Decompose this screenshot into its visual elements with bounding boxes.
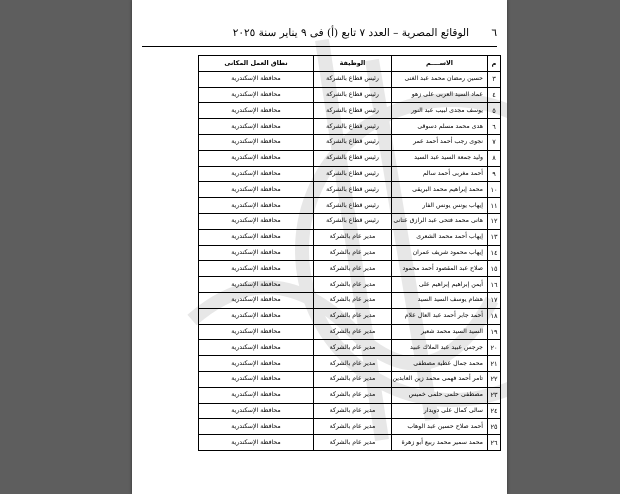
work-scope-cell: محافظة الإسكندرية (199, 371, 314, 387)
column-header-number: م (488, 56, 501, 72)
person-name-cell: هشام يوسف السيد السيد (392, 292, 488, 308)
person-name-cell: محمد إبراهيم محمد البريقى (392, 182, 488, 198)
job-title-cell: مدير عام بالشركة (314, 261, 392, 277)
job-title-cell: رئيس قطاع بالشركة (314, 119, 392, 135)
person-name-cell: عماد السيد العربى على زهو (392, 87, 488, 103)
job-title-cell: رئيس قطاع بالشركة (314, 150, 392, 166)
job-title-cell: رئيس قطاع بالشركة (314, 134, 392, 150)
column-header-scope: نطاق العمل المكانى (199, 56, 314, 72)
person-name-cell: سالى كمال على دويدار (392, 403, 488, 419)
person-name-cell: أيمن إبراهيم إبراهيم على (392, 277, 488, 293)
column-header-job: الوظيفة (314, 56, 392, 72)
row-number-cell: ٢٦ (488, 435, 501, 451)
job-title-cell: مدير عام بالشركة (314, 419, 392, 435)
person-name-cell: محمد سمير محمد ربيع أبو زهرة (392, 435, 488, 451)
work-scope-cell: محافظة الإسكندرية (199, 340, 314, 356)
gazette-title: الوقائع المصرية – العدد ٧ تابع (أ) فى ٩ يناير سنة ٢٠٢٥ (232, 27, 469, 39)
work-scope-cell: محافظة الإسكندرية (199, 166, 314, 182)
person-name-cell: أحمد جابر أحمد عبد العال علام (392, 308, 488, 324)
row-number-cell: ١٠ (488, 182, 501, 198)
person-name-cell: محمد جمال عطية مصطفى (392, 356, 488, 372)
row-number-cell: ٥ (488, 103, 501, 119)
person-name-cell: وليد جمعة السيد عبد السيد (392, 150, 488, 166)
row-number-cell: ٤ (488, 87, 501, 103)
person-name-cell: إيهاب أحمد محمد الشعرى (392, 229, 488, 245)
row-number-cell: ١٧ (488, 292, 501, 308)
row-number-cell: ٢١ (488, 356, 501, 372)
table-row (199, 150, 501, 166)
table-row (199, 119, 501, 135)
table-row (199, 87, 501, 103)
table-row (199, 134, 501, 150)
work-scope-cell: محافظة الإسكندرية (199, 198, 314, 214)
job-title-cell: مدير عام بالشركة (314, 356, 392, 372)
job-title-cell: مدير عام بالشركة (314, 403, 392, 419)
table-row (199, 277, 501, 293)
table-row (199, 356, 501, 372)
table-row (199, 182, 501, 198)
row-number-cell: ١١ (488, 198, 501, 214)
appointments-table (198, 55, 501, 451)
job-title-cell: مدير عام بالشركة (314, 245, 392, 261)
work-scope-cell: محافظة الإسكندرية (199, 119, 314, 135)
table-row (199, 229, 501, 245)
job-title-cell: مدير عام بالشركة (314, 277, 392, 293)
work-scope-cell: محافظة الإسكندرية (199, 245, 314, 261)
work-scope-cell: محافظة الإسكندرية (199, 71, 314, 87)
work-scope-cell: محافظة الإسكندرية (199, 356, 314, 372)
person-name-cell: أحمد صلاح حسين عبد الوهاب (392, 419, 488, 435)
row-number-cell: ٧ (488, 134, 501, 150)
work-scope-cell: محافظة الإسكندرية (199, 292, 314, 308)
table-row (199, 245, 501, 261)
row-number-cell: ١٣ (488, 229, 501, 245)
table-row (199, 103, 501, 119)
job-title-cell: رئيس قطاع بالشركة (314, 71, 392, 87)
job-title-cell: رئيس قطاع بالشركة (314, 198, 392, 214)
row-number-cell: ٢٥ (488, 419, 501, 435)
table-row (199, 403, 501, 419)
row-number-cell: ٦ (488, 119, 501, 135)
table-row (199, 435, 501, 451)
work-scope-cell: محافظة الإسكندرية (199, 87, 314, 103)
job-title-cell: رئيس قطاع بالشركة (314, 213, 392, 229)
person-name-cell: تامر أحمد فهمى محمد زين العابدين (392, 371, 488, 387)
work-scope-cell: محافظة الإسكندرية (199, 150, 314, 166)
work-scope-cell: محافظة الإسكندرية (199, 182, 314, 198)
row-number-cell: ٢٢ (488, 371, 501, 387)
table-body (199, 71, 501, 450)
table-row (199, 387, 501, 403)
row-number-cell: ٩ (488, 166, 501, 182)
work-scope-cell: محافظة الإسكندرية (199, 403, 314, 419)
job-title-cell: رئيس قطاع بالشركة (314, 103, 392, 119)
person-name-cell: حسين رمضان محمد عبد الغنى (392, 71, 488, 87)
job-title-cell: مدير عام بالشركة (314, 292, 392, 308)
table-row (199, 340, 501, 356)
job-title-cell: مدير عام بالشركة (314, 308, 392, 324)
row-number-cell: ٢٠ (488, 340, 501, 356)
work-scope-cell: محافظة الإسكندرية (199, 213, 314, 229)
job-title-cell: مدير عام بالشركة (314, 387, 392, 403)
row-number-cell: ١٥ (488, 261, 501, 277)
work-scope-cell: محافظة الإسكندرية (199, 435, 314, 451)
person-name-cell: أحمد مغربى أحمد سالم (392, 166, 488, 182)
page-number: ٦ (491, 27, 497, 39)
work-scope-cell: محافظة الإسكندرية (199, 419, 314, 435)
table-row (199, 166, 501, 182)
job-title-cell: مدير عام بالشركة (314, 229, 392, 245)
row-number-cell: ١٢ (488, 213, 501, 229)
work-scope-cell: محافظة الإسكندرية (199, 324, 314, 340)
table-row (199, 324, 501, 340)
table-row (199, 371, 501, 387)
job-title-cell: رئيس قطاع بالشركة (314, 182, 392, 198)
job-title-cell: رئيس قطاع بالشركة (314, 166, 392, 182)
person-name-cell: صلاح عبد المقصود أحمد محمود (392, 261, 488, 277)
row-number-cell: ١٩ (488, 324, 501, 340)
row-number-cell: ١٤ (488, 245, 501, 261)
row-number-cell: ٢٤ (488, 403, 501, 419)
job-title-cell: مدير عام بالشركة (314, 324, 392, 340)
work-scope-cell: محافظة الإسكندرية (199, 134, 314, 150)
work-scope-cell: محافظة الإسكندرية (199, 277, 314, 293)
person-name-cell: هانى محمد فتحى عبد الرازق عتانى (392, 213, 488, 229)
table-row (199, 308, 501, 324)
person-name-cell: هدى محمد مسلم دسوقى (392, 119, 488, 135)
table-row (199, 419, 501, 435)
job-title-cell: رئيس قطاع بالشركة (314, 87, 392, 103)
work-scope-cell: محافظة الإسكندرية (199, 103, 314, 119)
table-row (199, 198, 501, 214)
job-title-cell: مدير عام بالشركة (314, 340, 392, 356)
row-number-cell: ٣ (488, 71, 501, 87)
column-header-name: الاســــم (392, 56, 488, 72)
table-row (199, 292, 501, 308)
person-name-cell: السيد السيد محمد شعير (392, 324, 488, 340)
table-row (199, 261, 501, 277)
table-header-row (199, 56, 501, 72)
work-scope-cell: محافظة الإسكندرية (199, 261, 314, 277)
work-scope-cell: محافظة الإسكندرية (199, 387, 314, 403)
work-scope-cell: محافظة الإسكندرية (199, 308, 314, 324)
page-header (142, 27, 497, 43)
person-name-cell: مصطفى حلمى حلمى خميس (392, 387, 488, 403)
work-scope-cell: محافظة الإسكندرية (199, 229, 314, 245)
row-number-cell: ٢٣ (488, 387, 501, 403)
table-row (199, 213, 501, 229)
row-number-cell: ٨ (488, 150, 501, 166)
row-number-cell: ١٦ (488, 277, 501, 293)
job-title-cell: مدير عام بالشركة (314, 371, 392, 387)
person-name-cell: إيهاب يونس يونس الفار (392, 198, 488, 214)
person-name-cell: يوسف مجدى لبيب عبد النور (392, 103, 488, 119)
header-divider (142, 46, 497, 47)
document-page (132, 0, 507, 494)
person-name-cell: إيهاب محمود شريف عمران (392, 245, 488, 261)
job-title-cell: مدير عام بالشركة (314, 435, 392, 451)
person-name-cell: نجوى رجب أحمد أحمد عمر (392, 134, 488, 150)
person-name-cell: جرجس عبيد عبد الملاك عبيد (392, 340, 488, 356)
table-row (199, 71, 501, 87)
row-number-cell: ١٨ (488, 308, 501, 324)
